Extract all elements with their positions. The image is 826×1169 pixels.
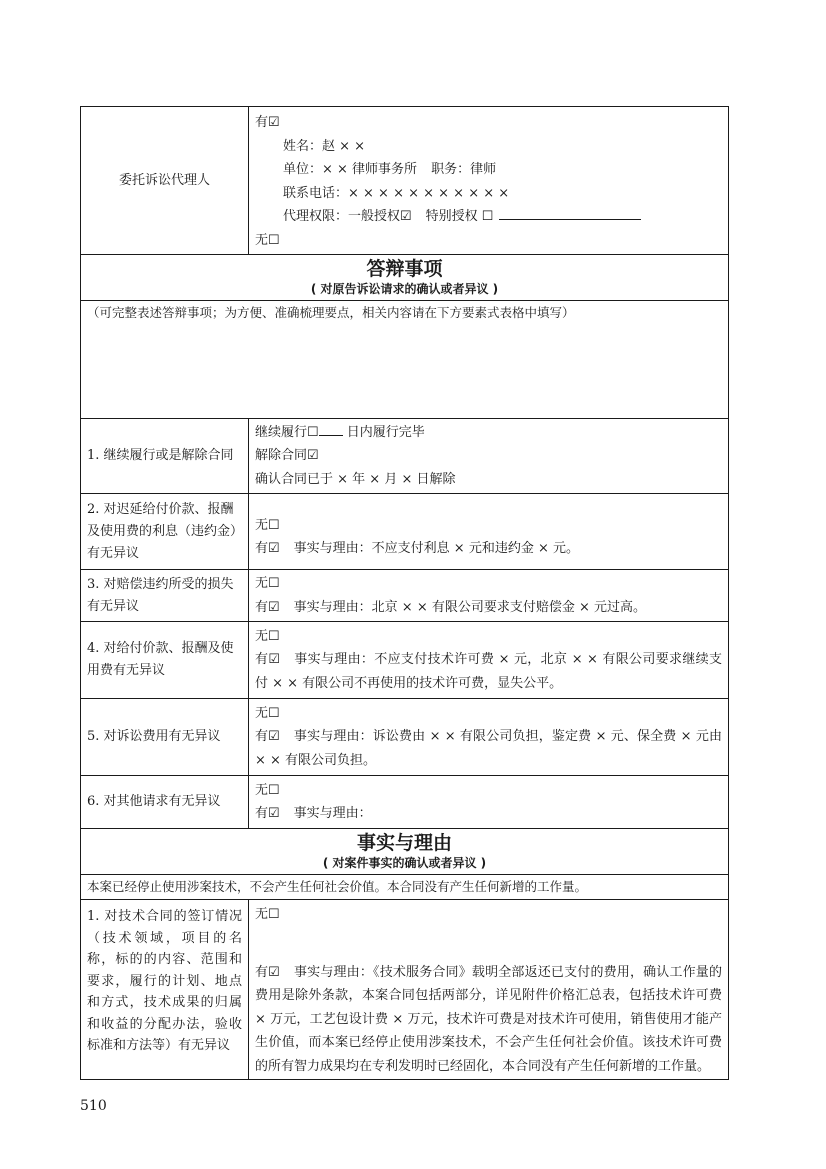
- defense-item-row: [81, 570, 729, 622]
- agent-name: 姓名：赵 × ×: [283, 138, 366, 154]
- reason-label: 事实与理由：: [293, 652, 375, 668]
- has-line: [255, 961, 722, 1079]
- defense-item-value: [249, 699, 729, 776]
- defense-item-label: 5. 对诉讼费用有无异议: [81, 699, 249, 776]
- agent-auth-line: [255, 205, 722, 229]
- reason-text: 北京 × × 有限公司要求支付赔偿金 × 元过高。: [371, 599, 647, 615]
- defense-item-label: 2. 对迟延给付价款、报酬及使用费的利息（违约金）有无异议: [81, 494, 249, 570]
- defense-header: [81, 255, 729, 301]
- defense-item-label: 6. 对其他请求有无异议: [81, 776, 249, 829]
- facts-summary[interactable]: 本案已经停止使用涉案技术，不会产生任何社会价值。本合同没有产生任何新增的工作量。: [81, 875, 729, 900]
- page-number: 510: [80, 1098, 107, 1114]
- continue-days-text: 日内履行完毕: [346, 424, 425, 440]
- defense-item-value: [249, 419, 729, 494]
- agent-position: 职务：律师: [431, 162, 497, 177]
- reason-text: 《技术服务合同》载明全部返还已支付的费用，确认工作量的费用是除外条款，本案合同包括两部分，详见附件价格汇总表，包括技术许可费 × 万元，工艺包设计费 × 万元，技术许可费是对技术许可使用，销售使用才能产生价值，而本案已经停止使用涉案技术，不会产生任何社会价值。该技术许可费的所有智力成果均在专利发明时已经固化，本合同没有产生任何新增的工作量。: [255, 964, 722, 1074]
- reason-text: 不应支付利息 × 元和违约金 × 元。: [371, 541, 579, 556]
- none-checkbox[interactable]: 无☐: [255, 517, 280, 533]
- auth-special-blank[interactable]: [499, 206, 641, 220]
- has-line: [255, 648, 722, 695]
- facts-header-row: [81, 829, 729, 875]
- defense-item-value: [249, 776, 729, 829]
- has-checkbox[interactable]: 有☑: [255, 964, 280, 980]
- defense-item-value: [249, 622, 729, 699]
- defense-item-row: [81, 419, 729, 494]
- agent-row: [81, 107, 729, 255]
- continue-days-blank[interactable]: [319, 422, 343, 436]
- defense-item-label: 1. 继续履行或是解除合同: [81, 419, 249, 494]
- form-sheet: [80, 106, 729, 1080]
- has-line: [255, 596, 722, 620]
- reason-label: 事实与理由：: [293, 541, 372, 556]
- continue-line: [255, 421, 722, 445]
- facts-item-row: [81, 900, 729, 1080]
- defense-note[interactable]: （可完整表述答辩事项；为方便、准确梳理要点，相关内容请在下方要素式表格中填写）: [81, 301, 729, 419]
- has-checkbox[interactable]: 有☑: [255, 729, 280, 745]
- none-checkbox[interactable]: 无☐: [255, 628, 280, 644]
- reason-label: 事实与理由：: [293, 964, 374, 980]
- has-checkbox[interactable]: 有☑: [255, 599, 280, 615]
- facts-title: 事实与理由: [356, 832, 452, 854]
- has-line: [255, 802, 722, 826]
- none-checkbox[interactable]: 无☐: [255, 907, 280, 922]
- agent-auth-label: 代理权限：: [283, 209, 349, 224]
- facts-header: [81, 829, 729, 875]
- has-line: [255, 725, 722, 772]
- auth-special-checkbox[interactable]: 特别授权 ☐: [425, 209, 494, 224]
- agent-label: 委托诉讼代理人: [81, 107, 249, 255]
- defense-item-row: [81, 699, 729, 776]
- facts-summary-row: [81, 875, 729, 900]
- defense-subtitle: ( 对原告诉讼请求的确认或者异议 ): [310, 282, 499, 296]
- defense-title: 答辩事项: [366, 258, 443, 280]
- agent-unit: 单位：× × 律师事务所: [283, 162, 418, 177]
- defense-item-row: [81, 622, 729, 699]
- auth-general-checkbox[interactable]: 一般授权☑: [348, 209, 412, 224]
- defense-header-row: [81, 255, 729, 301]
- has-checkbox[interactable]: 有☑: [255, 806, 280, 821]
- reason-text: 诉讼费由 × × 有限公司负担，鉴定费 × 元、保全费 × 元由 × × 有限公司负担。: [255, 729, 722, 768]
- has-line: [255, 537, 722, 561]
- none-checkbox[interactable]: 无☐: [255, 705, 280, 721]
- agent-phone: 联系电话：× × × × × × × × × × ×: [283, 185, 510, 201]
- defense-item-row: [81, 776, 729, 829]
- reason-text: 不应支付技术许可费 × 元，北京 × × 有限公司要求继续支付 × × 有限公司不再使用的技术许可费，显失公平。: [255, 652, 722, 691]
- none-checkbox[interactable]: 无☐: [255, 782, 280, 798]
- agent-value-cell: [249, 107, 729, 255]
- reason-label: 事实与理由：: [293, 806, 372, 821]
- defense-note-row: [81, 301, 729, 419]
- defense-form-table: [80, 106, 729, 1080]
- defense-item-label: 3. 对赔偿违约所受的损失有无异议: [81, 570, 249, 622]
- defense-item-value: [249, 494, 729, 570]
- facts-item-label: 1. 对技术合同的签订情况（技术领域，项目的名称，标的的内容、范围和要求，履行的计划、地点和方式，技术成果的归属和收益的分配办法，验收标准和方法等）有无异议: [81, 900, 249, 1080]
- spacer: [255, 927, 722, 961]
- terminate-date: 确认合同已于 × 年 × 月 × 日解除: [255, 471, 456, 487]
- has-checkbox[interactable]: 有☑: [255, 652, 280, 668]
- agent-none-checkbox[interactable]: 无☐: [255, 232, 280, 248]
- has-checkbox[interactable]: 有☑: [255, 541, 280, 556]
- facts-subtitle: ( 对案件事实的确认或者异议 ): [322, 856, 487, 870]
- terminate-checkbox[interactable]: 解除合同☑: [255, 448, 319, 464]
- reason-label: 事实与理由：: [293, 599, 372, 615]
- defense-item-value: [249, 570, 729, 622]
- defense-item-label: 4. 对给付价款、报酬及使用费有无异议: [81, 622, 249, 699]
- agent-has-checkbox[interactable]: 有☑: [255, 115, 280, 130]
- agent-unit-line: [255, 158, 722, 182]
- continue-checkbox[interactable]: 继续履行☐: [255, 424, 319, 440]
- facts-item-value: [249, 900, 729, 1080]
- none-checkbox[interactable]: 无☐: [255, 576, 280, 591]
- reason-label: 事实与理由：: [293, 729, 373, 745]
- defense-item-row: [81, 494, 729, 570]
